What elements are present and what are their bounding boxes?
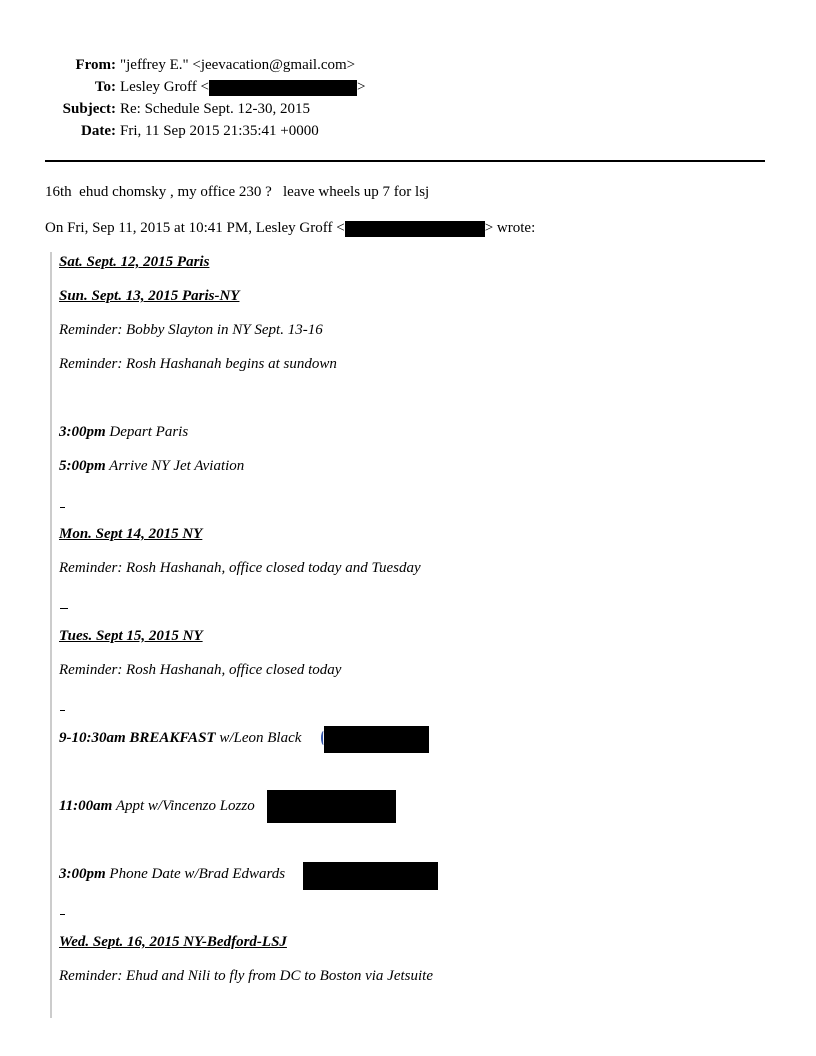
reminder-text: Reminder: Bobby Slayton in NY Sept. 13-16	[59, 322, 323, 338]
to-label: To:	[94, 79, 116, 95]
header-divider	[45, 160, 765, 162]
quote-bar	[50, 252, 52, 1018]
subject-value: Re: Schedule Sept. 12-30, 2015	[120, 101, 310, 117]
date-row	[0, 120, 816, 142]
reply-text: 16th ehud chomsky , my office 230 ? leave wheels up 7 for lsj	[45, 184, 430, 200]
quote-attribution	[45, 218, 535, 238]
item-time: 5:00pm	[59, 458, 106, 474]
redaction-block	[267, 790, 396, 823]
schedule-item	[59, 796, 255, 816]
email-header	[0, 54, 816, 142]
item-text: w/Leon Black	[215, 730, 306, 746]
schedule-item	[59, 422, 188, 442]
item-time: 3:00pm	[59, 424, 106, 440]
to-suffix: >	[357, 79, 366, 95]
to-prefix: Lesley Groff <	[120, 79, 209, 95]
redaction-block	[303, 862, 438, 890]
redaction-block	[209, 80, 357, 96]
day-heading-wed: Wed. Sept. 16, 2015 NY-Bedford-LSJ	[59, 934, 287, 950]
to-value	[120, 76, 365, 98]
reminder-text: Reminder: Rosh Hashanah, office closed today	[59, 662, 342, 678]
reminder-text: Reminder: Rosh Hashanah begins at sundown	[59, 356, 337, 372]
schedule-item	[59, 456, 244, 476]
item-time: 9-10:30am BREAKFAST	[59, 730, 216, 746]
item-time: 11:00am	[59, 798, 113, 814]
redaction-block	[324, 726, 429, 753]
day-heading-mon: Mon. Sept 14, 2015 NY	[59, 526, 203, 542]
from-value: "jeffrey E." <jeevacation@gmail.com>	[120, 57, 356, 73]
from-label: From:	[75, 57, 116, 73]
reminder-text: Reminder: Rosh Hashanah, office closed today and Tuesday	[59, 560, 421, 576]
day-heading-sat: Sat. Sept. 12, 2015 Paris	[59, 254, 210, 270]
schedule-item	[59, 728, 305, 748]
item-time: 3:00pm	[59, 866, 106, 882]
redaction-block	[345, 221, 485, 237]
subject-label: Subject:	[62, 101, 116, 117]
to-row	[0, 76, 816, 98]
item-text: Depart Paris	[105, 424, 189, 440]
spacer-dash	[60, 710, 65, 711]
item-text: Arrive NY Jet Aviation	[105, 458, 245, 474]
spacer-dash	[60, 507, 65, 508]
date-value: Fri, 11 Sep 2015 21:35:41 +0000	[120, 123, 319, 139]
spacer-dash	[60, 608, 68, 609]
day-heading-tue: Tues. Sept 15, 2015 NY	[59, 628, 203, 644]
spacer-dash	[60, 914, 65, 915]
attribution-suffix: > wrote:	[484, 220, 536, 236]
date-label: Date:	[81, 123, 116, 139]
item-text: Phone Date w/Brad Edwards	[105, 866, 286, 882]
schedule-item	[59, 864, 285, 884]
item-text: Appt w/Vincenzo Lozzo	[112, 798, 255, 814]
from-row	[0, 54, 816, 76]
subject-row	[0, 98, 816, 120]
attribution-prefix: On Fri, Sep 11, 2015 at 10:41 PM, Lesley Groff <	[45, 220, 345, 236]
day-heading-sun: Sun. Sept. 13, 2015 Paris-NY	[59, 288, 240, 304]
reminder-text: Reminder: Ehud and Nili to fly from DC to Boston via Jetsuite	[59, 968, 433, 984]
